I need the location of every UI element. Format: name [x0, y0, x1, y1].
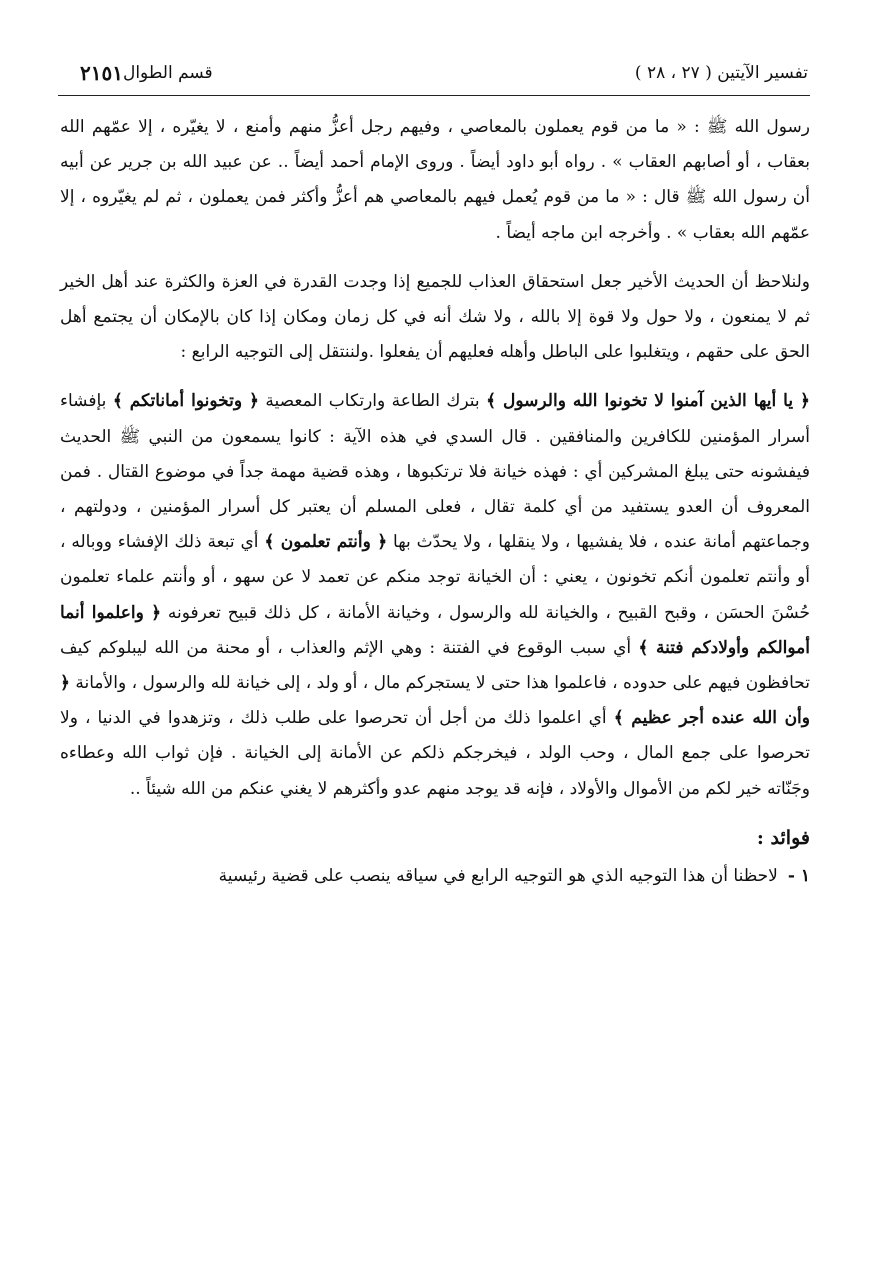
paragraph-text: أي سبب الوقوع في الفتنة : وهي الإثم والعذاب ، أو محنة من الله ليبلوكم كيف تحافظون فيهم على حدوده ، فاعلموا هذا حتى لا يستجركم مال ، أو ولد ، إلى خيانة لله والرسول ، والأمانة — [60, 637, 810, 694]
section-title: قسم الطوال — [122, 63, 213, 83]
header-right — [635, 63, 808, 83]
paragraph-text: بإفشاء أسرار المؤمنين للكافرين والمنافقين . قال السدي في هذه الآية : كانوا يسمعون من النبي ﷺ الحديث فيفشونه حتى يبلغ المشركين أي : فهذه خيانة فلا ترتكبوها ، وهذه قضية مهمة جداً في موضوع القتال . فمن المعروف أن العدو يستفيد من أي كلمة تقال ، فعلى المسلم أن يعتبر كل أسرار المؤمنين ، ودولتهم ، وجماعتهم أمانة عنده ، فلا يفشيها ، ولا ينقلها ، ولا يحدّث بها — [60, 391, 810, 553]
page-header — [60, 58, 808, 88]
quran-quote: ﴿ وأن الله عنده أجر عظيم ﴾ — [60, 673, 810, 729]
quran-quote: ﴿ يا أيها الذين آمنوا لا تخونوا الله والرسول ﴾ — [486, 391, 811, 412]
page-number: ٢١٥١ — [80, 61, 123, 85]
fawaid-list — [60, 859, 810, 894]
header-rule — [58, 95, 810, 96]
paragraph-text: رسول الله ﷺ : « ما من قوم يعملون بالمعاصي ، وفيهم رجل أعزُّ منهم وأمنع ، لا يغيّره ، إلا عمّهم الله بعقاب ، أو أصابهم العقاب » . رواه أبو داود أيضاً . وروى الإمام أحمد أيضاً .. عن عبيد الله بن جرير عن أبيه أن رسول الله ﷺ قال : « ما من قوم يُعمل فيهم بالمعاصي هم أعزُّ وأكثر فمن يعملون ، ثم لم يغيّروه ، إلا عمّهم الله بعقاب » . وأخرجه ابن ماجه أيضاً . — [60, 117, 810, 243]
fawaid-heading: فوائد : — [756, 826, 810, 849]
quran-quote: ﴿ وتخونوا أماناتكم ﴾ — [112, 391, 259, 412]
page-body — [60, 110, 810, 894]
header-left — [60, 61, 213, 85]
paragraphs — [60, 110, 810, 807]
running-title: تفسير الآيتين ( ٢٧ ، ٢٨ ) — [634, 63, 808, 83]
item-number: ١ - — [787, 865, 810, 886]
quran-quote: ﴿ وأنتم تعلمون ﴾ — [264, 532, 388, 553]
paragraph — [60, 265, 810, 371]
paragraph-text: أي اعلموا ذلك من أجل أن تحرصوا على طلب ذلك ، وتزهدوا في الدنيا ، ولا تحرصوا على جمع المال ، وحب الولد ، فيخرجكم ذلكم عن الأمانة إلى الخيانة . فإن ثواب الله وعطاءه وجَنّاته خير لكم من الأموال والأولاد ، فإنه قد يوجد منهم عدو وأكثرهم لا يغني عنكم من الله شيئاً .. — [60, 708, 810, 799]
paragraph — [60, 110, 810, 251]
quran-quote: ﴿ واعلموا أنما أموالكم وأولادكم فتنة ﴾ — [60, 602, 811, 658]
item-text: لاحظنا أن هذا التوجيه الذي هو التوجيه الرابع في سياقه ينصب على قضية رئيسية — [218, 865, 778, 886]
paragraph — [60, 384, 810, 806]
paragraph-text: بترك الطاعة وارتكاب المعصية — [258, 391, 487, 412]
paragraph-text: أي تبعة ذلك الإفشاء ووباله ، أو وأنتم تعلمون أنكم تخونون ، يعني : أن الخيانة توجد منكم عن تعمد لا عن سهو ، أو وأنتم علماء تعلمون حُسْنَ الحسَن ، وقبح القبيح ، والخيانة لله والرسول ، وخيانة الأمانة ، كل ذلك قبيح تعرفونه — [60, 532, 810, 623]
fawaid-item — [60, 859, 810, 894]
paragraph-text: ولنلاحظ أن الحديث الأخير جعل استحقاق العذاب للجميع إذا وجدت القدرة في العزة والكثرة عند أهل الخير ثم لا يمنعون ، ولا حول ولا قوة إلا بالله ، ولا شك أنه في كل زمان ومكان إذا كان بالإمكان أن يجتمع أهل الحق على حقهم ، ويتغلبوا على الباطل وأهله فعليهم أن يفعلوا .ولننتقل إلى التوجيه الرابع : — [60, 271, 810, 363]
